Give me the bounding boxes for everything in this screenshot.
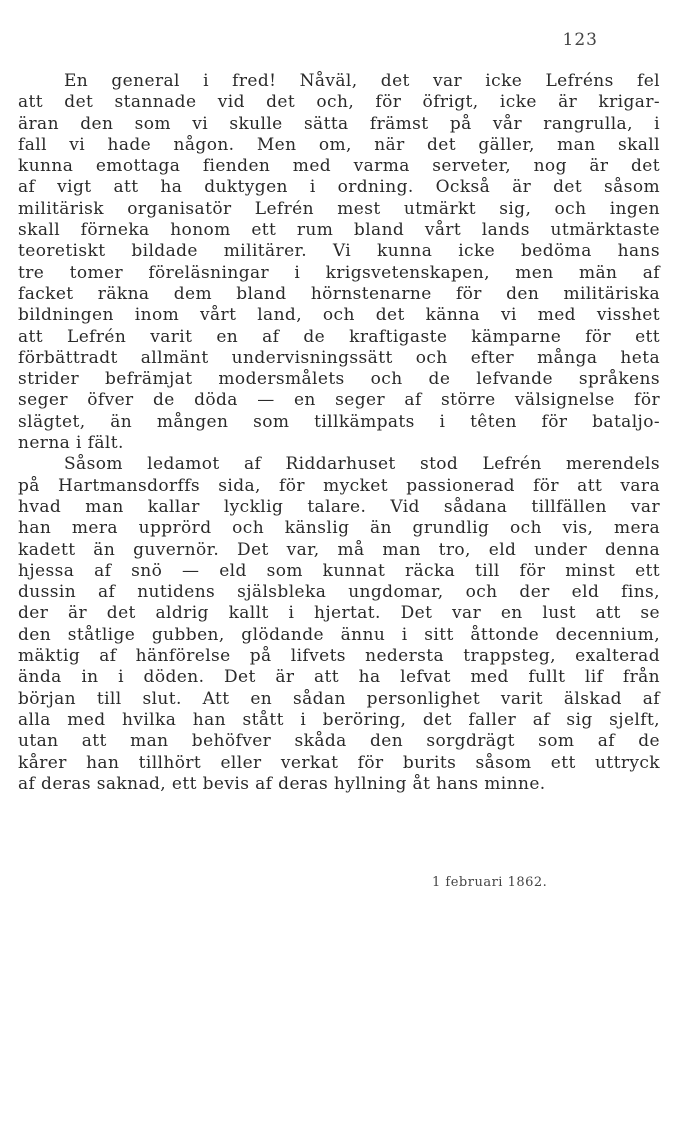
text-line: skall förneka honom ett rum bland vårt lands utmärktaste bbox=[18, 220, 660, 241]
text-line: mäktig af hänförelse på lifvets nedersta trappsteg, exalterad bbox=[18, 646, 660, 667]
text-line: fall vi hade någon. Men om, när det gäller, man skall bbox=[18, 134, 660, 155]
text-line: af deras saknad, ett bevis af deras hyllning åt hans minne. bbox=[18, 773, 546, 794]
text-line: facket räkna dem bland hörnstenarne för den militäriska bbox=[18, 283, 660, 304]
text-line: Såsom ledamot af Riddarhuset stod Lefrén merendels bbox=[64, 454, 660, 475]
text-line: hvad man kallar lycklig talare. Vid sådana tillfällen var bbox=[18, 496, 660, 517]
text-line: den ståtlige gubben, glödande ännu i sitt åttonde decennium, bbox=[18, 624, 660, 645]
text-line: hjessa af snö — eld som kunnat räcka till för minst ett bbox=[18, 560, 660, 581]
text-line: att det stannade vid det och, för öfrigt, icke är krigar- bbox=[18, 92, 660, 113]
text-line: dussin af nutidens själsbleka ungdomar, och der eld fins, bbox=[18, 582, 660, 603]
article-body bbox=[18, 71, 660, 795]
text-line: kunna emottaga fienden med varma serveter, nog är det bbox=[18, 156, 660, 177]
text-line: kadett än guvernör. Det var, må man tro, eld under denna bbox=[18, 539, 660, 560]
paragraph-1 bbox=[18, 71, 660, 454]
text-line: der är det aldrig kallt i hjertat. Det var en lust att se bbox=[18, 603, 660, 624]
text-line: militärisk organisatör Lefrén mest utmärkt sig, och ingen bbox=[18, 198, 660, 219]
text-line: på Hartmansdorffs sida, för mycket passionerad för att vara bbox=[18, 475, 660, 496]
paragraph-2 bbox=[18, 454, 660, 795]
text-line: början till slut. Att en sådan personlighet varit älskad af bbox=[18, 688, 660, 709]
text-line: ända in i döden. Det är att ha lefvat med fullt lif från bbox=[18, 667, 660, 688]
text-line: han mera upprörd och känslig än grundlig och vis, mera bbox=[18, 518, 660, 539]
text-line: förbättradt allmänt undervisningssätt och efter många heta bbox=[18, 347, 660, 368]
text-line: seger öfver de döda — en seger af större välsignelse för bbox=[18, 390, 660, 411]
text-line: äran den som vi skulle sätta främst på vår rangrulla, i bbox=[18, 113, 660, 134]
page-number: 123 bbox=[562, 30, 598, 50]
text-line: alla med hvilka han stått i beröring, det faller af sig sjelft, bbox=[18, 709, 660, 730]
text-line: kårer han tillhört eller verkat för burits såsom ett uttryck bbox=[18, 752, 660, 773]
text-line: teoretiskt bildade militärer. Vi kunna icke bedöma hans bbox=[18, 241, 660, 262]
text-line: tre tomer föreläsningar i krigsvetenskapen, men män af bbox=[18, 262, 660, 283]
text-line: att Lefrén varit en af de kraftigaste kämparne för ett bbox=[18, 326, 660, 347]
text-line: af vigt att ha duktygen i ordning. Också är det såsom bbox=[18, 177, 660, 198]
text-line: bildningen inom vårt land, och det känna vi med visshet bbox=[18, 305, 660, 326]
text-line: slägtet, än mången som tillkämpats i têten för bataljo- bbox=[18, 411, 660, 432]
date-signature: 1 februari 1862. bbox=[432, 875, 548, 890]
text-line: nerna i fält. bbox=[18, 433, 124, 454]
text-line: utan att man behöfver skåda den sorgdrägt som af de bbox=[18, 731, 660, 752]
text-line: strider befrämjat modersmålets och de lefvande språkens bbox=[18, 369, 660, 390]
text-line: En general i fred! Nåväl, det var icke Lefréns fel bbox=[64, 71, 660, 91]
